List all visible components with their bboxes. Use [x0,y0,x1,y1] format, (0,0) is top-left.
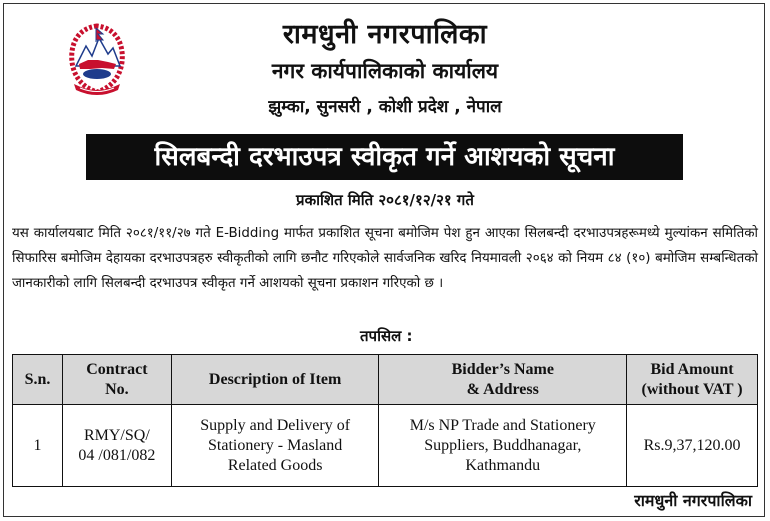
cell-bidder [379,405,627,487]
organization-name: रामधुनी नगरपालिका [282,19,488,50]
cell-contract-no [62,405,171,487]
table-header-row [13,355,758,405]
table-row [13,405,758,487]
office-name: नगर कार्यपालिकाको कार्यालय [271,59,499,83]
header-bidder [379,355,627,405]
cell-contract-line1: RMY/SQ/ [83,426,150,444]
cell-bidder-line2: Suppliers, Buddhanagar, [424,436,582,454]
notice-title-banner: सिलबन्दी दरभाउपत्र स्वीकृत गर्ने आशयको सूचना [86,134,683,180]
header-amount-line1: Bid Amount [650,360,734,378]
header-amount-line2: (without VAT ) [641,380,743,398]
cell-contract-line2: 04 /081/082 [78,446,156,464]
notice-body-text: यस कार्यालयबाट मिति २०८१/११/२७ गते E-Bidding मार्फत प्रकाशित सूचना बमोजिम पेश हुन आएका सिलबन्दी दरभाउपत्रहरूमध्ये मुल्यांकन समितिको सिफारिस बमोजिम देहायका दरभाउपत्रहरु स्वीकृतीको लागि छनौट गरिएकोले सार्वजनिक खरिद नियमावली २०६४ को नियम ८४ (१०) बमोजिम सम्बन्धितको जानकारीको लागि सिलबन्दी दरभाउपत्र स्वीकृत गर्ने आशयको सूचना प्रकाशन गरिएको छ । [12,226,758,291]
cell-desc-line3: Related Goods [227,456,323,474]
cell-bid-amount: Rs.9,37,120.00 [627,405,758,487]
office-address: झुम्का, सुनसरी , कोशी प्रदेश , नेपाल [268,97,502,117]
header-contract-line2: No. [105,380,129,398]
footer-signature: रामधुनी नगरपालिका [634,491,752,510]
header-sn: S.n. [13,355,63,405]
cell-sn: 1 [13,405,63,487]
header-contract-line1: Contract [86,360,148,378]
header-contract-no [62,355,171,405]
cell-bidder-line3: Kathmandu [465,456,541,474]
header-bid-amount [627,355,758,405]
details-label: तपसिल : [360,327,413,345]
header-bidder-line2: & Address [466,380,539,398]
cell-description [171,405,379,487]
cell-bidder-line1: M/s NP Trade and Stationery [409,416,596,434]
header-bidder-line1: Bidder’s Name [451,360,554,378]
published-date: प्रकाशित मिति २०८१/१२/२१ गते [296,191,474,209]
contract-details-table [12,354,758,487]
header-description: Description of Item [171,355,379,405]
cell-desc-line2: Stationery - Masland [208,436,343,454]
cell-desc-line1: Supply and Delivery of [200,416,351,434]
